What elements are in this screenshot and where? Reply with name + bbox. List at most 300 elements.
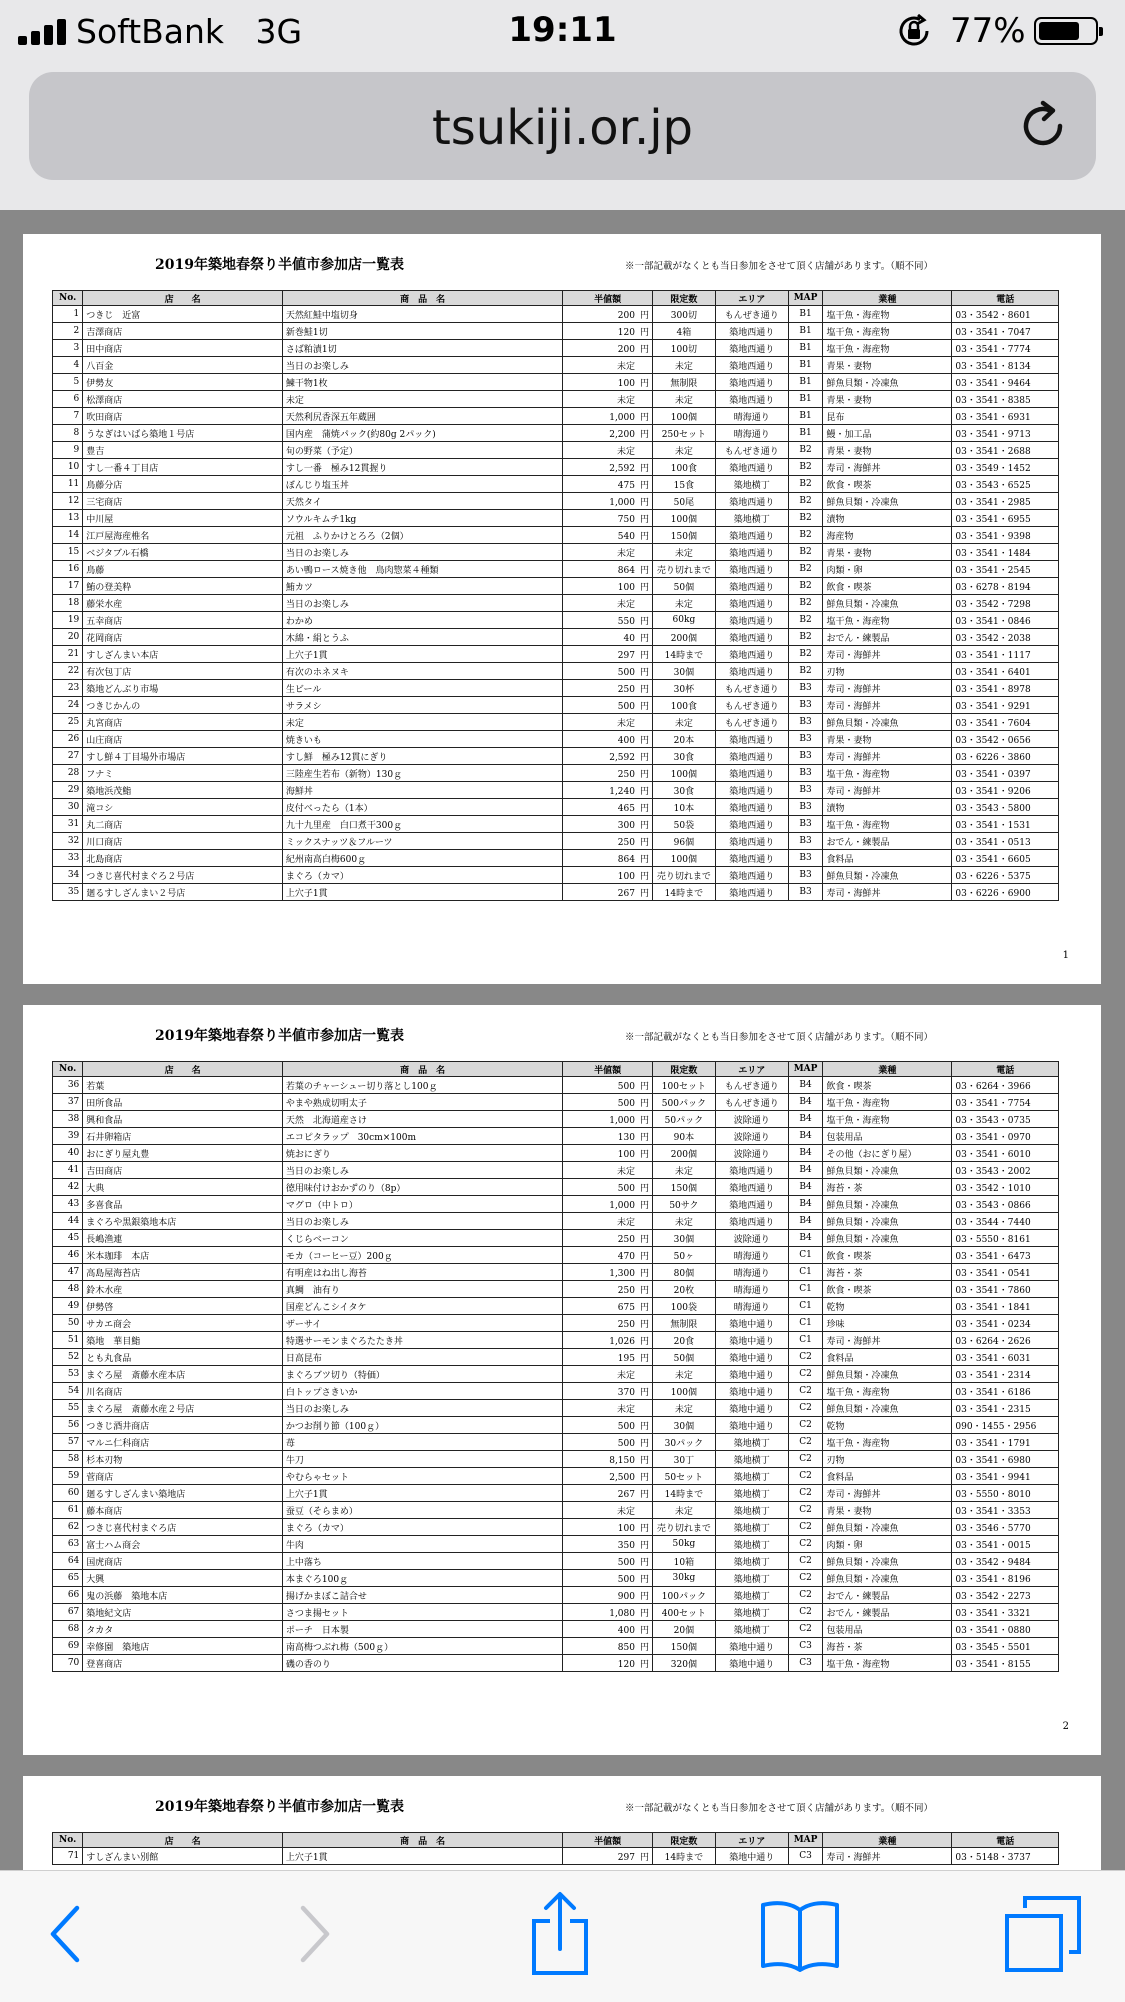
- cell-item: マグロ（中トロ）: [282, 1196, 562, 1213]
- cell-area: 築地横丁: [715, 1570, 788, 1587]
- cell-area: 築地横丁: [715, 1587, 788, 1604]
- price-unit: 円: [639, 1251, 649, 1262]
- cell-item: 天然タイ: [282, 493, 562, 510]
- cell-ind: 塩干魚・海産物: [823, 1655, 952, 1672]
- cell-shop: 八百金: [83, 357, 283, 374]
- cell-shop: 丸宮商店: [83, 714, 283, 731]
- price-unit: 円: [639, 1285, 649, 1296]
- cell-shop: まぐろ屋 斎藤水産本店: [83, 1366, 283, 1383]
- cell-area: 晴海通り: [715, 1298, 788, 1315]
- table-row: [53, 867, 1059, 884]
- cell-ind: 食料品: [823, 1468, 952, 1485]
- cell-shop: 多喜食品: [83, 1196, 283, 1213]
- cell-area: 築地西通り: [715, 612, 788, 629]
- cell-pr: [563, 646, 653, 663]
- cell-item: 旬の野菜（予定）: [282, 442, 562, 459]
- cell-item: 九十九里産 白口煮干300ｇ: [282, 816, 562, 833]
- cell-no: 36: [53, 1077, 83, 1094]
- cell-shop: 川口商店: [83, 833, 283, 850]
- cell-area: 築地中通り: [715, 1315, 788, 1332]
- cell-shop: マルニ仁科商店: [83, 1434, 283, 1451]
- cell-tel: 03・6264・3966: [952, 1077, 1059, 1094]
- cell-lim: 30杯: [652, 680, 715, 697]
- document-note: ※一部記載がなくとも当日参加をさせて頂く店舗があります。（順不同）: [625, 261, 933, 272]
- cell-item: 上穴子1貫: [282, 884, 562, 901]
- forward-button[interactable]: [270, 1889, 360, 1979]
- cell-item: 当日のお楽しみ: [282, 357, 562, 374]
- table-row: [53, 1162, 1059, 1179]
- cell-pr: [563, 680, 653, 697]
- cell-ind: 鮮魚貝類・冷凍魚: [823, 374, 952, 391]
- cell-mp: C2: [788, 1400, 823, 1417]
- price-value: 120: [617, 1659, 635, 1670]
- cell-mp: C2: [788, 1434, 823, 1451]
- price-unit: 円: [639, 1234, 649, 1245]
- table-row: [53, 578, 1059, 595]
- cell-item: 天然 北海道産さけ: [282, 1111, 562, 1128]
- price-unit: 円: [639, 1591, 649, 1602]
- column-header: エリア: [715, 291, 788, 306]
- cell-lim: 未定: [652, 357, 715, 374]
- cell-shop: 伊勢啓: [83, 1298, 283, 1315]
- price-value: 500: [617, 1098, 635, 1109]
- cell-area: 築地西通り: [715, 1213, 788, 1230]
- cell-shop: 大興: [83, 1570, 283, 1587]
- cell-mp: B3: [788, 731, 823, 748]
- price-unit: 円: [639, 1149, 649, 1160]
- cell-lim: 30パック: [652, 1434, 715, 1451]
- cell-area: 築地西通り: [715, 629, 788, 646]
- cell-lim: 250セット: [652, 425, 715, 442]
- cell-lim: 14時まで: [652, 884, 715, 901]
- pdf-viewer[interactable]: [0, 210, 1125, 1870]
- cell-shop: 田中商店: [83, 340, 283, 357]
- cell-item: 未定: [282, 391, 562, 408]
- cell-mp: B3: [788, 816, 823, 833]
- cell-lim: 100食: [652, 697, 715, 714]
- price-unit: 円: [639, 1132, 649, 1143]
- back-button[interactable]: [20, 1889, 110, 1979]
- bookmarks-button[interactable]: [755, 1889, 845, 1979]
- cell-item: 有明産はね出し海苔: [282, 1264, 562, 1281]
- page-header: [23, 1005, 1101, 1053]
- table-row: [53, 1502, 1059, 1519]
- cell-mp: B2: [788, 646, 823, 663]
- price-unit: 円: [639, 854, 649, 865]
- table-row: [53, 357, 1059, 374]
- cell-no: 53: [53, 1366, 83, 1383]
- cell-mp: B1: [788, 391, 823, 408]
- cell-item: すし鮮 極み12貫にぎり: [282, 748, 562, 765]
- column-header: 商 品 名: [282, 291, 562, 306]
- table-row: [53, 1332, 1059, 1349]
- cell-tel: 03・3541・0541: [952, 1264, 1059, 1281]
- cell-no: 39: [53, 1128, 83, 1145]
- cell-tel: 03・3541・2545: [952, 561, 1059, 578]
- cell-ind: 鮮魚貝類・冷凍魚: [823, 1213, 952, 1230]
- column-header: 店 名: [83, 1833, 283, 1848]
- cell-no: 49: [53, 1298, 83, 1315]
- price-unit: 円: [639, 1852, 649, 1863]
- table-row: [53, 340, 1059, 357]
- cell-no: 21: [53, 646, 83, 663]
- price-unit: 円: [639, 1115, 649, 1126]
- cell-item: あい鴨ロース焼き他 鳥肉惣菜４種類: [282, 561, 562, 578]
- table-row: [53, 561, 1059, 578]
- price-unit: 円: [639, 497, 649, 508]
- price-value: 250: [617, 769, 635, 780]
- cell-mp: B3: [788, 884, 823, 901]
- cell-ind: 青果・妻物: [823, 544, 952, 561]
- cell-lim: 未定: [652, 1502, 715, 1519]
- cell-pr: [563, 1570, 653, 1587]
- cell-no: 23: [53, 680, 83, 697]
- cell-shop: 藤栄水産: [83, 595, 283, 612]
- cell-pr: [563, 1604, 653, 1621]
- table-row: [53, 1400, 1059, 1417]
- browser-address-area: [0, 62, 1125, 210]
- cell-shop: おにぎり屋丸豊: [83, 1145, 283, 1162]
- cell-no: 33: [53, 850, 83, 867]
- cell-shop: 伊勢友: [83, 374, 283, 391]
- cell-mp: B4: [788, 1179, 823, 1196]
- cell-pr: [563, 323, 653, 340]
- cell-area: 築地横丁: [715, 1485, 788, 1502]
- cell-lim: 14時まで: [652, 1848, 715, 1865]
- cell-lim: 14時まで: [652, 646, 715, 663]
- cell-item: 当日のお楽しみ: [282, 1162, 562, 1179]
- cell-mp: B3: [788, 782, 823, 799]
- cell-ind: 包装用品: [823, 1128, 952, 1145]
- cell-no: 71: [53, 1848, 83, 1865]
- share-button[interactable]: [515, 1889, 605, 1979]
- cell-lim: 300切: [652, 306, 715, 323]
- cell-no: 62: [53, 1519, 83, 1536]
- price-unit: 円: [639, 684, 649, 695]
- cell-lim: 20本: [652, 731, 715, 748]
- cell-area: 築地横丁: [715, 1604, 788, 1621]
- price-unit: 円: [639, 1472, 649, 1483]
- cell-tel: 03・6264・2626: [952, 1332, 1059, 1349]
- cell-shop: 高島屋海苔店: [83, 1264, 283, 1281]
- table-row: [53, 1451, 1059, 1468]
- price-value: 297: [617, 1852, 635, 1863]
- cell-area: 波除通り: [715, 1128, 788, 1145]
- cell-lim: 未定: [652, 1162, 715, 1179]
- cell-pr: [563, 1315, 653, 1332]
- share-icon: [528, 1891, 592, 1977]
- cell-no: 32: [53, 833, 83, 850]
- cell-lim: 未定: [652, 1400, 715, 1417]
- cell-tel: 03・3541・9941: [952, 1468, 1059, 1485]
- price-value: 750: [617, 514, 635, 525]
- cell-no: 16: [53, 561, 83, 578]
- cell-lim: 30kg: [652, 1570, 715, 1587]
- cell-no: 19: [53, 612, 83, 629]
- cell-no: 15: [53, 544, 83, 561]
- cell-area: 築地西通り: [715, 833, 788, 850]
- cell-area: 築地西通り: [715, 374, 788, 391]
- price-value: 200: [617, 344, 635, 355]
- cell-item: くじらベーコン: [282, 1230, 562, 1247]
- cell-item: 鮪カツ: [282, 578, 562, 595]
- cell-tel: 03・3541・1484: [952, 544, 1059, 561]
- cell-area: 築地西通り: [715, 391, 788, 408]
- price-unit: 円: [639, 565, 649, 576]
- cell-lim: 未定: [652, 544, 715, 561]
- battery-icon: [1034, 17, 1098, 45]
- cell-area: 築地西通り: [715, 850, 788, 867]
- chevron-right-icon: [295, 1904, 335, 1964]
- cell-pr: [563, 1638, 653, 1655]
- cell-mp: C1: [788, 1281, 823, 1298]
- cell-item: 天然紅鮭中塩切身: [282, 306, 562, 323]
- price-unit: 円: [639, 752, 649, 763]
- column-header: No.: [53, 291, 83, 306]
- price-value: 500: [617, 1557, 635, 1568]
- cell-item: かつお削り節（100ｇ）: [282, 1417, 562, 1434]
- cell-mp: B3: [788, 697, 823, 714]
- cell-tel: 03・3541・0846: [952, 612, 1059, 629]
- cell-lim: 60kg: [652, 612, 715, 629]
- cell-shop: 国虎商店: [83, 1553, 283, 1570]
- cell-tel: 03・3541・8134: [952, 357, 1059, 374]
- cell-mp: C1: [788, 1298, 823, 1315]
- cell-no: 67: [53, 1604, 83, 1621]
- cell-lim: 100個: [652, 1383, 715, 1400]
- cell-lim: 100食: [652, 459, 715, 476]
- cell-mp: B1: [788, 374, 823, 391]
- cell-ind: 塩干魚・海産物: [823, 765, 952, 782]
- column-header: No.: [53, 1833, 83, 1848]
- price-unit: 円: [639, 480, 649, 491]
- cell-item: 焼きいも: [282, 731, 562, 748]
- cell-tel: 03・3541・0880: [952, 1621, 1059, 1638]
- price-unit: 円: [639, 1336, 649, 1347]
- cell-pr: [563, 1621, 653, 1638]
- cell-shop: 築地 華目鮨: [83, 1332, 283, 1349]
- pdf-page: [23, 234, 1101, 984]
- table-row: [53, 1417, 1059, 1434]
- cell-ind: 塩干魚・海産物: [823, 340, 952, 357]
- cell-ind: 青果・妻物: [823, 731, 952, 748]
- cell-pr: [563, 578, 653, 595]
- cell-shop: 松澤商店: [83, 391, 283, 408]
- table-row: [53, 663, 1059, 680]
- cell-mp: B2: [788, 476, 823, 493]
- cell-tel: 03・6278・8194: [952, 578, 1059, 595]
- cell-no: 63: [53, 1536, 83, 1553]
- cell-area: もんぜき通り: [715, 680, 788, 697]
- cell-ind: おでん・練製品: [823, 1587, 952, 1604]
- cell-mp: B4: [788, 1145, 823, 1162]
- cell-tel: 03・3541・6031: [952, 1349, 1059, 1366]
- cell-lim: 未定: [652, 442, 715, 459]
- cell-lim: 50サク: [652, 1196, 715, 1213]
- cell-area: もんぜき通り: [715, 1094, 788, 1111]
- cell-ind: 海産物: [823, 527, 952, 544]
- table-row: [53, 1468, 1059, 1485]
- cell-mp: B3: [788, 867, 823, 884]
- cell-mp: C2: [788, 1451, 823, 1468]
- cell-pr: [563, 1587, 653, 1604]
- cell-no: 55: [53, 1400, 83, 1417]
- cell-item: 当日のお楽しみ: [282, 1400, 562, 1417]
- cell-mp: B2: [788, 578, 823, 595]
- cell-pr: [563, 1298, 653, 1315]
- cell-mp: C2: [788, 1519, 823, 1536]
- cell-pr: [563, 510, 653, 527]
- price-unit: 円: [639, 735, 649, 746]
- tabs-button[interactable]: [998, 1889, 1088, 1979]
- cell-pr: [563, 731, 653, 748]
- cell-tel: 03・3542・9484: [952, 1553, 1059, 1570]
- price-value: 未定: [616, 395, 635, 406]
- table-row: [53, 493, 1059, 510]
- table-row: [53, 850, 1059, 867]
- cell-tel: 03・3541・2314: [952, 1366, 1059, 1383]
- cell-pr: [563, 1451, 653, 1468]
- cell-ind: 青果・妻物: [823, 391, 952, 408]
- cell-no: 69: [53, 1638, 83, 1655]
- column-header: エリア: [715, 1833, 788, 1848]
- price-unit: 円: [639, 616, 649, 627]
- price-value: 未定: [616, 1370, 635, 1381]
- cell-shop: 鳥藤分店: [83, 476, 283, 493]
- price-value: 470: [617, 1251, 635, 1262]
- cell-pr: [563, 425, 653, 442]
- cell-tel: 03・3543・5800: [952, 799, 1059, 816]
- price-value: 8,150: [609, 1455, 635, 1466]
- cell-item: 蚕豆（そらまめ）: [282, 1502, 562, 1519]
- table-row: [53, 1621, 1059, 1638]
- cell-item: 揚げかまぼこ詰合せ: [282, 1587, 562, 1604]
- cell-item: 未定: [282, 714, 562, 731]
- price-unit: 円: [639, 429, 649, 440]
- cell-tel: 090・1455・2956: [952, 1417, 1059, 1434]
- cell-area: もんぜき通り: [715, 697, 788, 714]
- cell-pr: [563, 1145, 653, 1162]
- reload-icon[interactable]: [1014, 96, 1074, 156]
- table-row: [53, 1485, 1059, 1502]
- cell-item: 元祖 ふりかけとろろ（2個）: [282, 527, 562, 544]
- cell-no: 46: [53, 1247, 83, 1264]
- price-value: 100: [617, 1523, 635, 1534]
- cell-pr: [563, 306, 653, 323]
- cell-ind: 漬物: [823, 799, 952, 816]
- cell-pr: [563, 697, 653, 714]
- cell-lim: 100切: [652, 340, 715, 357]
- cell-tel: 03・3541・7774: [952, 340, 1059, 357]
- cell-item: 当日のお楽しみ: [282, 544, 562, 561]
- cell-pr: [563, 1247, 653, 1264]
- cell-item: 三陸産生若布（新物）130ｇ: [282, 765, 562, 782]
- cell-pr: [563, 799, 653, 816]
- cell-ind: 寿司・海鮮丼: [823, 782, 952, 799]
- cell-shop: 鮪の登美粋: [83, 578, 283, 595]
- address-bar[interactable]: [29, 72, 1096, 180]
- cell-ind: 鮮魚貝類・冷凍魚: [823, 1519, 952, 1536]
- price-unit: 円: [639, 531, 649, 542]
- table-row: [53, 833, 1059, 850]
- cell-item: 当日のお楽しみ: [282, 595, 562, 612]
- price-value: 2,592: [609, 463, 635, 474]
- column-header: 電話: [952, 291, 1059, 306]
- cell-item: 牛肉: [282, 1536, 562, 1553]
- cell-area: 築地西通り: [715, 782, 788, 799]
- cell-area: 築地西通り: [715, 578, 788, 595]
- price-unit: 円: [639, 1421, 649, 1432]
- price-unit: 円: [639, 1489, 649, 1500]
- cell-shop: サカエ商会: [83, 1315, 283, 1332]
- cell-lim: 売り切れまで: [652, 1519, 715, 1536]
- cell-area: もんぜき通り: [715, 442, 788, 459]
- cell-mp: B4: [788, 1128, 823, 1145]
- cell-pr: [563, 1434, 653, 1451]
- cell-no: 61: [53, 1502, 83, 1519]
- price-value: 未定: [616, 1217, 635, 1228]
- table-row: [53, 731, 1059, 748]
- book-icon: [759, 1896, 841, 1972]
- table-row: [53, 646, 1059, 663]
- cell-area: 築地横丁: [715, 1434, 788, 1451]
- price-value: 100: [617, 1149, 635, 1160]
- cell-area: もんぜき通り: [715, 306, 788, 323]
- cell-tel: 03・3541・6473: [952, 1247, 1059, 1264]
- cell-shop: うなぎはいばら築地１号店: [83, 425, 283, 442]
- cell-lim: 320個: [652, 1655, 715, 1672]
- cell-pr: [563, 850, 653, 867]
- price-unit: 円: [639, 1387, 649, 1398]
- cell-mp: B2: [788, 510, 823, 527]
- table-header-row: [53, 291, 1059, 306]
- column-header: 商 品 名: [282, 1062, 562, 1077]
- cell-mp: B2: [788, 612, 823, 629]
- cell-no: 22: [53, 663, 83, 680]
- column-header: 業種: [823, 291, 952, 306]
- price-value: 40: [623, 633, 635, 644]
- cell-no: 45: [53, 1230, 83, 1247]
- cell-item: 皮付べったら（1本）: [282, 799, 562, 816]
- cell-ind: 食料品: [823, 1349, 952, 1366]
- cell-mp: C2: [788, 1417, 823, 1434]
- cell-shop: 鈴木水産: [83, 1281, 283, 1298]
- cell-item: 国内産 蒲焼パック(約80g 2パック): [282, 425, 562, 442]
- cell-mp: B1: [788, 357, 823, 374]
- cell-ind: 塩干魚・海産物: [823, 1434, 952, 1451]
- cell-pr: [563, 1848, 653, 1865]
- table-row: [53, 1349, 1059, 1366]
- url-text[interactable]: tsukiji.or.jp: [431, 100, 694, 156]
- cell-pr: [563, 391, 653, 408]
- cell-item: 牛刀: [282, 1451, 562, 1468]
- cell-tel: 03・3541・8385: [952, 391, 1059, 408]
- cell-mp: C2: [788, 1570, 823, 1587]
- price-value: 250: [617, 837, 635, 848]
- cell-mp: B3: [788, 765, 823, 782]
- cell-area: 晴海通り: [715, 425, 788, 442]
- cell-ind: 乾物: [823, 1298, 952, 1315]
- table-row: [53, 1383, 1059, 1400]
- cell-lim: 未定: [652, 1213, 715, 1230]
- cell-item: 日高昆布: [282, 1349, 562, 1366]
- cell-pr: [563, 884, 653, 901]
- price-value: 850: [617, 1642, 635, 1653]
- price-value: 370: [617, 1387, 635, 1398]
- cell-item: エコピタラップ 30cm×100m: [282, 1128, 562, 1145]
- cell-tel: 03・3541・6931: [952, 408, 1059, 425]
- cell-shop: 有次包丁店: [83, 663, 283, 680]
